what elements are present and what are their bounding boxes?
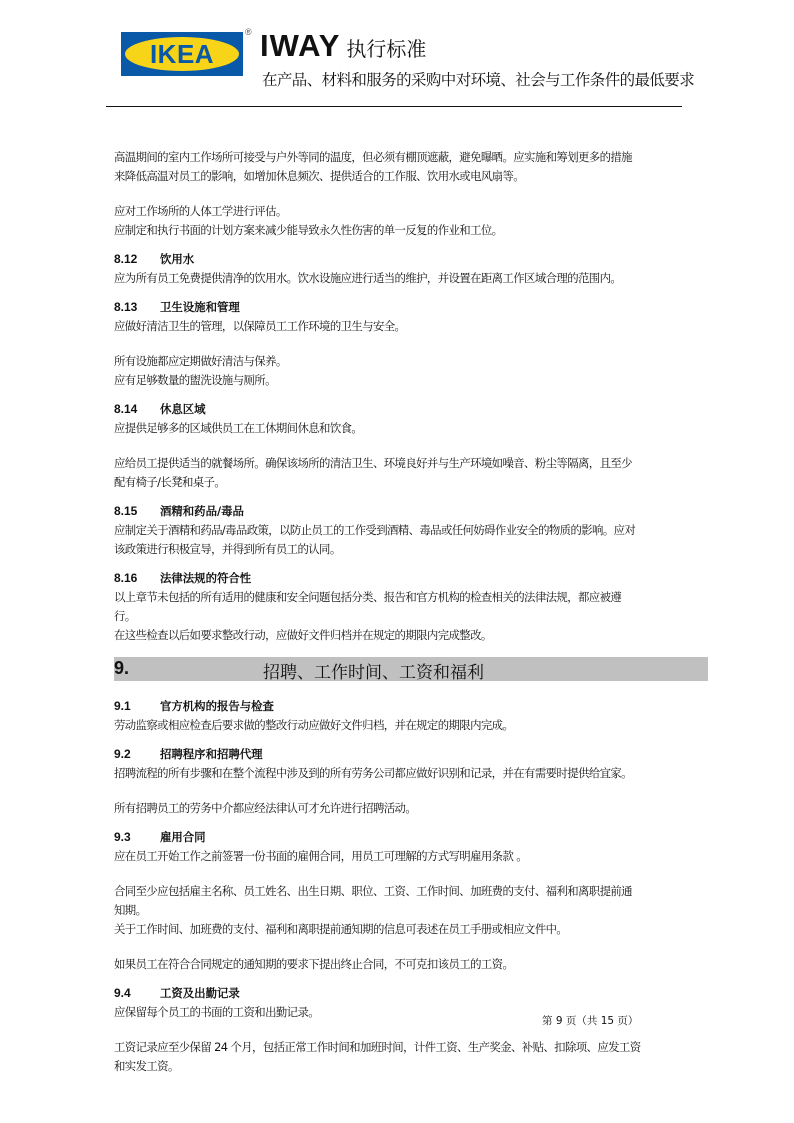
brand-subtitle: 执行标准	[346, 37, 427, 61]
paragraph-line: 以上章节未包括的所有适用的健康和安全问题包括分类、报告和官方机构的检查相关的法律法规，都应被遵	[114, 590, 622, 604]
section-heading-9-3	[114, 828, 710, 847]
chapter-heading-9	[114, 657, 708, 681]
section-title: 饮用水	[160, 252, 195, 266]
section-number: 8.13	[114, 300, 138, 314]
section-number: 8.15	[114, 504, 138, 518]
section-title: 官方机构的报告与检查	[160, 699, 274, 713]
paragraph-line: 如果员工在符合合同规定的通知期的要求下提出终止合同，不可克扣该员工的工资。	[114, 957, 514, 971]
section-number: 9.3	[114, 830, 131, 844]
section-title: 法律法规的符合性	[160, 571, 252, 585]
paragraph-line: 工资记录应至少保留 24 个月，包括正常工作时间和加班时间，计件工资、生产奖金、补贴、扣除项、应发工资	[114, 1040, 641, 1054]
brand-title	[260, 28, 426, 64]
section-title: 休息区域	[160, 402, 206, 416]
paragraph-line: 应制定关于酒精和药品/毒品政策，以防止员工的工作受到酒精、毒品或任何妨碍作业安全的物质的影响。应对	[114, 523, 636, 537]
section-heading-9-2	[114, 745, 710, 764]
logo-oval	[125, 37, 239, 71]
paragraph-line: 劳动监察或相应检查后要求做的整改行动应做好文件归档，并在规定的期限内完成。	[114, 718, 514, 732]
paragraph-line: 招聘流程的所有步骤和在整个流程中涉及到的所有劳务公司都应做好识别和记录，并在有需要时提供给宜家。	[114, 766, 632, 780]
paragraph-line: 关于工作时间、加班费的支付、福利和离职提前通知期的信息可表述在员工手册或相应文件中。	[114, 922, 568, 936]
section-number: 8.14	[114, 402, 138, 416]
section-heading-8-14	[114, 400, 710, 419]
chapter-number: 9.	[114, 658, 130, 678]
paragraph-line: 知期。	[114, 903, 147, 917]
section-heading-8-16	[114, 569, 710, 588]
logo-text: IKEA	[149, 39, 215, 69]
paragraph-line: 配有椅子/长凳和桌子。	[114, 475, 226, 489]
header-divider	[106, 106, 682, 107]
paragraph-line: 应制定和执行书面的计划方案来减少能导致永久性伤害的单一反复的作业和工位。	[114, 223, 503, 237]
section-heading-9-1	[114, 697, 710, 716]
paragraph-line: 合同至少应包括雇主名称、员工姓名、出生日期、职位、工资、工作时间、加班费的支付、福利和离职提前通	[114, 884, 632, 898]
section-title: 酒精和药品/毒品	[160, 504, 244, 518]
section-heading-8-13	[114, 298, 710, 317]
section-number: 8.12	[114, 252, 138, 266]
paragraph-line: 应给员工提供适当的就餐场所。确保该场所的清洁卫生、环境良好并与生产环境如噪音、粉尘等隔离，且至少	[114, 456, 632, 470]
registered-mark: ®	[245, 27, 252, 37]
paragraph-line: 应做好清洁卫生的管理，以保障员工工作环境的卫生与安全。	[114, 319, 406, 333]
paragraph-line: 在这些检查以后如要求整改行动，应做好文件归档并在规定的期限内完成整改。	[114, 628, 492, 642]
paragraph-line: 应为所有员工免费提供清净的饮用水。饮水设施应进行适当的维护，并设置在距离工作区域合理的范围内。	[114, 271, 622, 285]
section-number: 8.16	[114, 571, 138, 585]
document-body	[114, 148, 710, 1076]
page-number: 第 9 页（共 15 页）	[542, 1015, 639, 1027]
paragraph-line: 所有设施都应定期做好清洁与保养。	[114, 354, 287, 368]
section-number: 9.2	[114, 747, 131, 761]
paragraph-line: 该政策进行积极宣导，并得到所有员工的认同。	[114, 542, 341, 556]
chapter-title: 招聘、工作时间、工资和福利	[263, 663, 484, 683]
paragraph-line: 高温期间的室内工作场所可接受与户外等同的温度，但必须有棚顶遮蔽，避免曝晒。应实施和筹划更多的措施	[114, 150, 632, 164]
paragraph-line: 所有招聘员工的劳务中介都应经法律认可才允许进行招聘活动。	[114, 801, 417, 815]
paragraph-line: 和实发工资。	[114, 1059, 179, 1073]
paragraph-line: 应对工作场所的人体工学进行评估。	[114, 204, 287, 218]
paragraph-line: 来降低高温对员工的影响，如增加休息频次、提供适合的工作服、饮用水或电风扇等。	[114, 169, 525, 183]
paragraph-line: 应保留每个员工的书面的工资和出勤记录。	[114, 1005, 320, 1019]
section-number: 9.4	[114, 986, 131, 1000]
section-heading-8-12	[114, 250, 710, 269]
brand-name: IWAY	[260, 28, 341, 63]
paragraph-line: 应有足够数量的盥洗设施与厕所。	[114, 373, 276, 387]
ikea-logo	[121, 32, 243, 76]
section-title: 卫生设施和管理	[160, 300, 240, 314]
paragraph-line: 行。	[114, 609, 136, 623]
section-heading-9-4	[114, 984, 710, 1003]
paragraph-line: 应提供足够多的区域供员工在工休期间休息和饮食。	[114, 421, 363, 435]
section-number: 9.1	[114, 699, 131, 713]
page-header	[0, 0, 794, 110]
section-heading-8-15	[114, 502, 710, 521]
section-title: 招聘程序和招聘代理	[160, 747, 263, 761]
section-title: 雇用合同	[160, 830, 206, 844]
paragraph-line: 应在员工开始工作之前签署一份书面的雇佣合同，用员工可理解的方式写明雇用条款 。	[114, 849, 528, 863]
header-tagline: 在产品、材料和服务的采购中对环境、社会与工作条件的最低要求	[262, 71, 695, 89]
section-title: 工资及出勤记录	[160, 986, 240, 1000]
